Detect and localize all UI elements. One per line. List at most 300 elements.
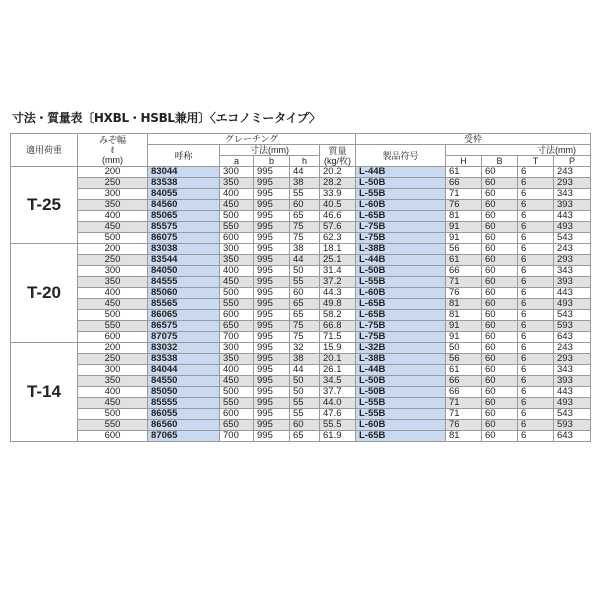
a-cell: 650 [220,321,254,332]
T-cell: 6 [518,354,554,365]
header-frame: 受枠 [356,134,591,145]
table-row [11,365,591,376]
load-class-cell: T-14 [11,343,78,442]
B-cell: 60 [482,409,518,420]
P-cell: 293 [554,255,591,266]
product-cell: L-38B [356,244,446,255]
product-cell: L-38B [356,354,446,365]
B-cell: 60 [482,266,518,277]
b-cell: 995 [254,420,290,431]
h-cell: 65 [290,431,320,442]
product-cell: L-65B [356,211,446,222]
T-cell: 6 [518,310,554,321]
width-cell: 550 [78,420,148,431]
P-cell: 343 [554,189,591,200]
table-row [11,376,591,387]
T-cell: 6 [518,332,554,343]
b-cell: 995 [254,431,290,442]
mass-cell: 28.2 [320,178,356,189]
P-cell: 393 [554,277,591,288]
header-load: 適用荷重 [11,134,78,167]
mass-cell: 34.5 [320,376,356,387]
table-row [11,387,591,398]
product-cell: L-50B [356,376,446,387]
b-cell: 995 [254,200,290,211]
a-cell: 600 [220,233,254,244]
B-cell: 60 [482,398,518,409]
product-cell: L-55B [356,409,446,420]
width-cell: 450 [78,299,148,310]
mass-cell: 25.1 [320,255,356,266]
product-cell: L-44B [356,365,446,376]
H-cell: 81 [446,211,482,222]
b-cell: 995 [254,376,290,387]
header-width [78,134,148,167]
b-cell: 995 [254,398,290,409]
h-cell: 75 [290,321,320,332]
table-row [11,178,591,189]
width-cell: 300 [78,365,148,376]
table-row [11,277,591,288]
b-cell: 995 [254,211,290,222]
b-cell: 995 [254,277,290,288]
B-cell: 60 [482,178,518,189]
h-cell: 55 [290,398,320,409]
mass-cell: 40.5 [320,200,356,211]
header-B: B [482,156,518,167]
h-cell: 65 [290,299,320,310]
a-cell: 400 [220,189,254,200]
header-mass-unit: (kg/枚) [323,155,351,166]
mass-cell: 26.1 [320,365,356,376]
table-row [11,299,591,310]
table-row [11,244,591,255]
mass-cell: 66.8 [320,321,356,332]
b-cell: 995 [254,332,290,343]
a-cell: 450 [220,200,254,211]
width-cell: 350 [78,376,148,387]
h-cell: 38 [290,354,320,365]
H-cell: 81 [446,310,482,321]
T-cell: 6 [518,189,554,200]
code-cell: 83544 [148,255,220,266]
h-cell: 55 [290,189,320,200]
a-cell: 550 [220,398,254,409]
b-cell: 995 [254,244,290,255]
mass-cell: 55.5 [320,420,356,431]
h-cell: 60 [290,420,320,431]
code-cell: 85050 [148,387,220,398]
code-cell: 85575 [148,222,220,233]
H-cell: 76 [446,200,482,211]
code-cell: 84560 [148,200,220,211]
B-cell: 60 [482,365,518,376]
H-cell: 61 [446,255,482,266]
h-cell: 60 [290,288,320,299]
h-cell: 32 [290,343,320,354]
mass-cell: 46.6 [320,211,356,222]
H-cell: 91 [446,332,482,343]
H-cell: 66 [446,266,482,277]
T-cell: 6 [518,222,554,233]
P-cell: 443 [554,211,591,222]
mass-cell: 49.8 [320,299,356,310]
table-row [11,266,591,277]
width-cell: 500 [78,233,148,244]
load-class-cell: T-25 [11,167,78,244]
T-cell: 6 [518,255,554,266]
width-cell: 300 [78,266,148,277]
width-cell: 500 [78,310,148,321]
code-cell: 84044 [148,365,220,376]
header-product: 製品符号 [356,145,446,167]
header-dims: 寸法(mm) [220,145,320,156]
H-cell: 71 [446,398,482,409]
code-cell: 86075 [148,233,220,244]
b-cell: 995 [254,189,290,200]
a-cell: 550 [220,299,254,310]
P-cell: 243 [554,167,591,178]
a-cell: 400 [220,266,254,277]
b-cell: 995 [254,255,290,266]
mass-cell: 71.5 [320,332,356,343]
T-cell: 6 [518,398,554,409]
mass-cell: 37.2 [320,277,356,288]
H-cell: 76 [446,420,482,431]
P-cell: 293 [554,178,591,189]
header-b: b [254,156,290,167]
B-cell: 60 [482,420,518,431]
T-cell: 6 [518,387,554,398]
T-cell: 6 [518,365,554,376]
P-cell: 543 [554,409,591,420]
B-cell: 60 [482,277,518,288]
P-cell: 243 [554,343,591,354]
code-cell: 87075 [148,332,220,343]
P-cell: 493 [554,222,591,233]
width-cell: 200 [78,167,148,178]
product-cell: L-55B [356,398,446,409]
product-cell: L-50B [356,387,446,398]
product-cell: L-50B [356,266,446,277]
b-cell: 995 [254,233,290,244]
T-cell: 6 [518,420,554,431]
code-cell: 83538 [148,354,220,365]
table-body [11,167,591,442]
code-cell: 87065 [148,431,220,442]
H-cell: 81 [446,299,482,310]
table-row [11,288,591,299]
product-cell: L-75B [356,321,446,332]
code-cell: 85065 [148,211,220,222]
a-cell: 400 [220,365,254,376]
width-cell: 400 [78,288,148,299]
b-cell: 995 [254,299,290,310]
B-cell: 60 [482,167,518,178]
product-cell: L-65B [356,310,446,321]
mass-cell: 18.1 [320,244,356,255]
B-cell: 60 [482,387,518,398]
code-cell: 85565 [148,299,220,310]
P-cell: 393 [554,376,591,387]
table-row [11,343,591,354]
header-grating: グレーチング [148,134,356,145]
table-row [11,321,591,332]
table-row [11,255,591,266]
B-cell: 60 [482,310,518,321]
a-cell: 350 [220,178,254,189]
header-frame-dims: 寸法(mm) [446,145,591,156]
table-row [11,431,591,442]
B-cell: 60 [482,288,518,299]
B-cell: 60 [482,222,518,233]
P-cell: 343 [554,365,591,376]
H-cell: 91 [446,233,482,244]
mass-cell: 15.9 [320,343,356,354]
T-cell: 6 [518,266,554,277]
table-row [11,409,591,420]
b-cell: 995 [254,178,290,189]
header-width-unit: (mm) [102,155,123,165]
a-cell: 450 [220,376,254,387]
table-row [11,200,591,211]
header-width-label: みぞ幅 [98,135,126,145]
H-cell: 56 [446,244,482,255]
h-cell: 50 [290,376,320,387]
width-cell: 450 [78,222,148,233]
product-cell: L-55B [356,277,446,288]
H-cell: 71 [446,409,482,420]
B-cell: 60 [482,431,518,442]
header-width-symbol: ℓ [111,145,114,155]
P-cell: 593 [554,321,591,332]
P-cell: 243 [554,244,591,255]
h-cell: 50 [290,266,320,277]
width-cell: 350 [78,200,148,211]
b-cell: 995 [254,321,290,332]
P-cell: 443 [554,387,591,398]
B-cell: 60 [482,299,518,310]
T-cell: 6 [518,409,554,420]
B-cell: 60 [482,244,518,255]
a-cell: 300 [220,343,254,354]
table-header [11,134,591,167]
T-cell: 6 [518,167,554,178]
mass-cell: 31.4 [320,266,356,277]
T-cell: 6 [518,376,554,387]
width-cell: 600 [78,431,148,442]
b-cell: 995 [254,343,290,354]
H-cell: 66 [446,376,482,387]
table-row [11,211,591,222]
table-title: 寸法・質量表〔HXBL・HSBL兼用〕〈エコノミータイプ〉 [12,111,321,125]
b-cell: 995 [254,310,290,321]
width-cell: 250 [78,178,148,189]
P-cell: 493 [554,299,591,310]
T-cell: 6 [518,178,554,189]
B-cell: 60 [482,189,518,200]
load-class-cell: T-20 [11,244,78,343]
b-cell: 995 [254,409,290,420]
table-row [11,222,591,233]
h-cell: 50 [290,387,320,398]
h-cell: 44 [290,255,320,266]
code-cell: 83038 [148,244,220,255]
mass-cell: 37.7 [320,387,356,398]
h-cell: 44 [290,167,320,178]
b-cell: 995 [254,288,290,299]
H-cell: 71 [446,189,482,200]
mass-cell: 62.3 [320,233,356,244]
a-cell: 600 [220,409,254,420]
header-H: H [446,156,482,167]
code-cell: 84055 [148,189,220,200]
h-cell: 55 [290,409,320,420]
H-cell: 61 [446,365,482,376]
code-cell: 84555 [148,277,220,288]
B-cell: 60 [482,332,518,343]
H-cell: 76 [446,288,482,299]
width-cell: 250 [78,255,148,266]
table-row [11,167,591,178]
a-cell: 500 [220,211,254,222]
H-cell: 71 [446,277,482,288]
B-cell: 60 [482,321,518,332]
T-cell: 6 [518,211,554,222]
product-cell: L-60B [356,288,446,299]
b-cell: 995 [254,167,290,178]
code-cell: 86055 [148,409,220,420]
H-cell: 56 [446,354,482,365]
code-cell: 83032 [148,343,220,354]
P-cell: 493 [554,398,591,409]
mass-cell: 58.2 [320,310,356,321]
h-cell: 44 [290,365,320,376]
table-row [11,332,591,343]
H-cell: 66 [446,178,482,189]
product-cell: L-65B [356,299,446,310]
H-cell: 81 [446,431,482,442]
header-a: a [220,156,254,167]
width-cell: 600 [78,332,148,343]
product-cell: L-65B [356,431,446,442]
code-cell: 84050 [148,266,220,277]
mass-cell: 44.3 [320,288,356,299]
B-cell: 60 [482,376,518,387]
H-cell: 91 [446,321,482,332]
B-cell: 60 [482,354,518,365]
product-cell: L-50B [356,178,446,189]
P-cell: 543 [554,233,591,244]
T-cell: 6 [518,299,554,310]
mass-cell: 20.2 [320,167,356,178]
header-mass [320,145,356,167]
code-cell: 85060 [148,288,220,299]
P-cell: 293 [554,354,591,365]
P-cell: 443 [554,288,591,299]
width-cell: 200 [78,343,148,354]
header-T: T [518,156,554,167]
table-row [11,310,591,321]
a-cell: 500 [220,288,254,299]
h-cell: 60 [290,200,320,211]
table-row [11,233,591,244]
h-cell: 75 [290,332,320,343]
T-cell: 6 [518,233,554,244]
h-cell: 38 [290,244,320,255]
header-P: P [554,156,591,167]
h-cell: 38 [290,178,320,189]
code-cell: 86575 [148,321,220,332]
H-cell: 61 [446,167,482,178]
a-cell: 700 [220,431,254,442]
width-cell: 200 [78,244,148,255]
code-cell: 83538 [148,178,220,189]
product-cell: L-75B [356,233,446,244]
mass-cell: 61.9 [320,431,356,442]
h-cell: 55 [290,277,320,288]
T-cell: 6 [518,277,554,288]
a-cell: 500 [220,387,254,398]
mass-cell: 47.6 [320,409,356,420]
a-cell: 700 [220,332,254,343]
H-cell: 66 [446,387,482,398]
code-cell: 85555 [148,398,220,409]
table-row [11,420,591,431]
width-cell: 450 [78,398,148,409]
width-cell: 400 [78,211,148,222]
width-cell: 500 [78,409,148,420]
P-cell: 543 [554,310,591,321]
a-cell: 300 [220,244,254,255]
code-cell: 86560 [148,420,220,431]
width-cell: 250 [78,354,148,365]
b-cell: 995 [254,266,290,277]
product-cell: L-75B [356,332,446,343]
a-cell: 350 [220,354,254,365]
header-h: h [290,156,320,167]
product-cell: L-32B [356,343,446,354]
H-cell: 91 [446,222,482,233]
P-cell: 343 [554,266,591,277]
product-cell: L-60B [356,420,446,431]
B-cell: 60 [482,233,518,244]
a-cell: 600 [220,310,254,321]
mass-cell: 33.9 [320,189,356,200]
h-cell: 65 [290,211,320,222]
H-cell: 50 [446,343,482,354]
P-cell: 593 [554,420,591,431]
T-cell: 6 [518,431,554,442]
a-cell: 300 [220,167,254,178]
product-cell: L-60B [356,200,446,211]
a-cell: 450 [220,277,254,288]
table-row [11,354,591,365]
product-cell: L-44B [356,255,446,266]
width-cell: 550 [78,321,148,332]
a-cell: 350 [220,255,254,266]
b-cell: 995 [254,222,290,233]
a-cell: 650 [220,420,254,431]
h-cell: 75 [290,222,320,233]
h-cell: 75 [290,233,320,244]
h-cell: 65 [290,310,320,321]
mass-cell: 20.1 [320,354,356,365]
P-cell: 393 [554,200,591,211]
product-cell: L-75B [356,222,446,233]
width-cell: 300 [78,189,148,200]
header-mass-label: 質量 [328,145,347,156]
